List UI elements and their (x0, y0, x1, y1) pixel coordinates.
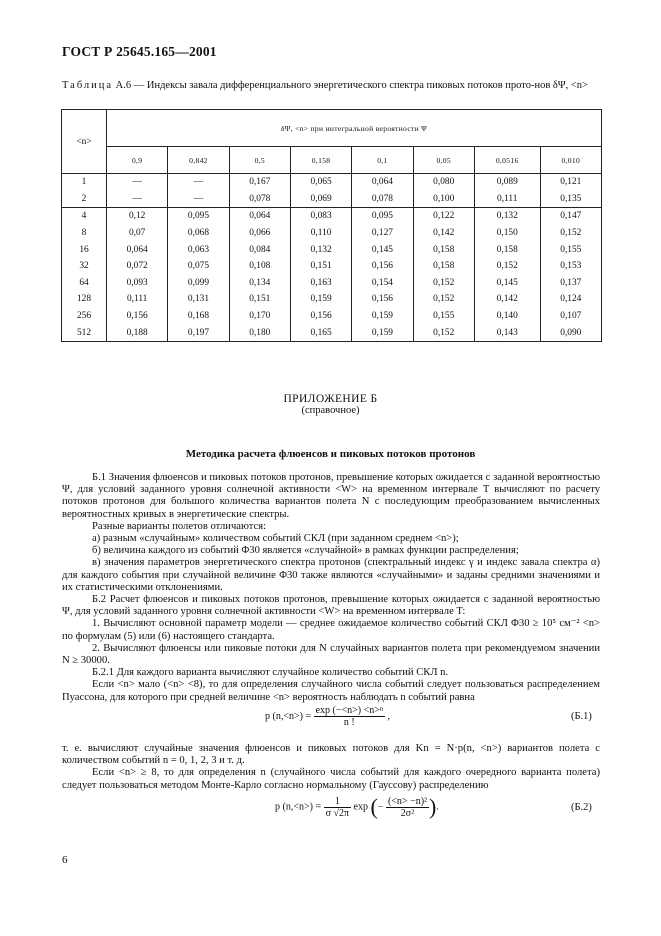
table-cell: 0,155 (413, 308, 474, 325)
table-cell: 0,152 (413, 291, 474, 308)
table-row (62, 208, 602, 225)
table-caption (62, 79, 602, 92)
table-cell: 0,084 (229, 241, 290, 258)
table-group-header: δΨ, <n> при интегральной вероятности Ψ (107, 110, 602, 147)
table-cell: 0,159 (352, 308, 413, 325)
table-column-header: 0,158 (290, 147, 351, 174)
paragraph-b21: Б.2.1 Для каждого варианта вычисляют случайное количество событий СКЛ n. (92, 667, 449, 679)
table-cell: 0,158 (413, 258, 474, 275)
table-cell: 0,142 (413, 225, 474, 242)
table-row-header: <n> (62, 110, 107, 174)
formula-b2-fraction (324, 796, 351, 819)
table-cell: 0,072 (107, 258, 168, 275)
table-row (62, 225, 602, 242)
formula-b2-inner-denominator: 2σ² (400, 807, 415, 819)
table-cell-n: 128 (62, 291, 107, 308)
table-cell: 0,095 (352, 208, 413, 225)
appendix-title: ПРИЛОЖЕНИЕ Б (283, 393, 378, 405)
table-cell: 0,167 (229, 174, 290, 191)
table-cell: 0,12 (107, 208, 168, 225)
table-column-header: 0,010 (540, 147, 601, 174)
table-cell: — (107, 191, 168, 208)
table-cell: 0,111 (474, 191, 540, 208)
formula-b1-denominator: n ! (343, 717, 355, 728)
table-cell: 0,140 (474, 308, 540, 325)
appendix-subtitle: (справочное) (301, 405, 360, 416)
paragraph-b2: Б.2 Расчет флюенсов и пиковых потоков протонов, превышение которых ожидается с заданной вероятностью Ψ, для условий заданного уровня солнечной активности <W> на временном интервале T: (62, 594, 600, 618)
table-row (62, 258, 602, 275)
table-cell: 0,064 (107, 241, 168, 258)
table-cell: 0,180 (229, 324, 290, 341)
table-row (62, 275, 602, 292)
table-cell: 0,163 (290, 275, 351, 292)
table-cell: 0,137 (540, 275, 601, 292)
standard-code-header: ГОСТ Р 25645.165—2001 (62, 44, 217, 59)
paragraph-b21b: Если <n> мало (<n> <8), то для определения случайного числа событий следует пользоваться распределением Пуассона, для которого при средней величине <n> вероятность наблюдать n событий равна (62, 679, 600, 703)
table-cell: 0,159 (290, 291, 351, 308)
formula-b2-denominator: σ √2π (325, 807, 350, 819)
table-cell: 0,095 (168, 208, 229, 225)
table-cell: 0,131 (168, 291, 229, 308)
table-cell: 0,156 (107, 308, 168, 325)
table-cell: 0,110 (290, 225, 351, 242)
formula-b2-inner-numerator: (<n> −n)² (387, 795, 428, 807)
table-cell: 0,151 (229, 291, 290, 308)
table-row (62, 174, 602, 191)
table-cell: 0,122 (413, 208, 474, 225)
table-cell: 0,075 (168, 258, 229, 275)
table-cell: 0,099 (168, 275, 229, 292)
table-cell: 0,064 (352, 174, 413, 191)
formula-b1-lhs: p (n,<n>) = (265, 710, 312, 722)
table-cell: 0,168 (168, 308, 229, 325)
formula-b1-label: (Б.1) (571, 711, 592, 722)
table-row (62, 308, 602, 325)
table-cell: 0,078 (352, 191, 413, 208)
table-cell: 0,066 (229, 225, 290, 242)
delta-index-table (61, 109, 602, 342)
formula-b2-numerator: 1 (324, 796, 351, 808)
table-cell: 0,065 (290, 174, 351, 191)
table-cell: 0,064 (229, 208, 290, 225)
paragraph-c: в) значения параметров энергетического спектра протонов (спектральный индекс γ и индекс завала спектра α) для каждого события при случайной величине Φ30 также являются «случайными» и заданы средними значениями и их статистическими отклонениями. (62, 557, 600, 593)
table-cell: 0,197 (168, 324, 229, 341)
table-cell-n: 64 (62, 275, 107, 292)
table-cell-n: 1 (62, 174, 107, 191)
table-cell-n: 256 (62, 308, 107, 325)
table-column-header: 0,05 (413, 147, 474, 174)
table-cell: 0,158 (474, 241, 540, 258)
paragraph-a: а) разным «случайным» количеством событий СКЛ (при заданном среднем <n>); (92, 533, 459, 545)
page-number: 6 (62, 854, 68, 866)
table-cell: 0,135 (540, 191, 601, 208)
table-cell: 0,121 (540, 174, 601, 191)
table-row (62, 241, 602, 258)
table-cell: 0,156 (352, 291, 413, 308)
table-cell: 0,159 (352, 324, 413, 341)
table-cell: 0,158 (413, 241, 474, 258)
paragraph-b21c: Если <n> ≥ 8, то для определения n (случайного числа событий для каждого очередного варианта полета) следует пользоваться методом Монте-Карло согласно нормальному (Гауссову) распределению (62, 767, 600, 791)
text-block-1 (62, 472, 600, 704)
table-cell: 0,143 (474, 324, 540, 341)
formula-b2: p (n,<n>) = $\frac{1}{\sigma √2\pi}$ exp (− $\frac{\text{(<n> −n)²}}{\text{2σ²}}$ ). (275, 794, 439, 819)
table-cell: 0,134 (229, 275, 290, 292)
table-cell: 0,090 (540, 324, 601, 341)
table-cell: 0,152 (474, 258, 540, 275)
table-cell-n: 2 (62, 191, 107, 208)
table-column-header: 0,0516 (474, 147, 540, 174)
table-cell-n: 512 (62, 324, 107, 341)
table-cell: 0,147 (540, 208, 601, 225)
paragraph-b: б) величина каждого из событий Φ30 является «случайной» в рамках функции распределения; (92, 545, 519, 557)
table-cell: 0,145 (352, 241, 413, 258)
formula-b2-inner-fraction (386, 796, 429, 819)
table-cell: 0,170 (229, 308, 290, 325)
table-cell: 0,132 (290, 241, 351, 258)
table-cell: 0,153 (540, 258, 601, 275)
formula-b2-label: (Б.2) (571, 802, 592, 813)
table-cell: 0,155 (540, 241, 601, 258)
table-cell: 0,152 (540, 225, 601, 242)
table-cell: 0,127 (352, 225, 413, 242)
table-cell: — (107, 174, 168, 191)
table-cell: 0,132 (474, 208, 540, 225)
table-cell: 0,107 (540, 308, 601, 325)
paragraph-step2: 2. Вычисляют флюенсы или пиковые потоки для N случайных вариантов полета при рекомендуемом значении N ≥ 30000. (62, 642, 600, 667)
table-cell: 0,152 (413, 275, 474, 292)
formula-b1-numerator: exp (−<n>) <n>ⁿ (315, 705, 384, 716)
table-column-header: 0,842 (168, 147, 229, 174)
table-caption-prefix: Таблица (62, 80, 114, 91)
table-cell: 0,080 (413, 174, 474, 191)
table-cell: 0,111 (107, 291, 168, 308)
table-cell: — (168, 191, 229, 208)
table-cell: 0,078 (229, 191, 290, 208)
table-row (62, 191, 602, 208)
table-cell: 0,154 (352, 275, 413, 292)
text-block-2 (62, 743, 600, 792)
formula-b1-fraction (314, 705, 385, 728)
table-cell: 0,124 (540, 291, 601, 308)
table-cell-n: 16 (62, 241, 107, 258)
table-cell: 0,150 (474, 225, 540, 242)
table-column-header: 0,5 (229, 147, 290, 174)
table-cell: 0,093 (107, 275, 168, 292)
table-column-header: 0,9 (107, 147, 168, 174)
table-cell-n: 32 (62, 258, 107, 275)
table-cell: 0,083 (290, 208, 351, 225)
paragraph-after-b1: т. е. вычисляют случайные значения флюенсов и пиковых потоков для Kn = N·p(n, <n>) вариантов полета с количеством событий n = 0, 1, 2, 3 и т. д. (62, 743, 600, 767)
table-cell: 0,108 (229, 258, 290, 275)
table-cell: 0,068 (168, 225, 229, 242)
table-cell-n: 4 (62, 208, 107, 225)
table-cell: 0,100 (413, 191, 474, 208)
paragraph-step1: 1. Вычисляют основной параметр модели — среднее ожидаемое количество событий СКЛ Φ30 ≥ 10⁵ см⁻² <n> по формулам (5) или (6) настоящего стандарта. (62, 618, 600, 642)
table-caption-text: А.6 — Индексы завала дифференциального энергетического спектра пиковых потоков прото-нов δΨ, <n> (115, 80, 588, 91)
table-cell-n: 8 (62, 225, 107, 242)
table-cell: 0,089 (474, 174, 540, 191)
table-cell: 0,151 (290, 258, 351, 275)
table-cell: 0,07 (107, 225, 168, 242)
formula-b2-lhs: p (n,<n>) = (275, 801, 322, 813)
table-cell: 0,188 (107, 324, 168, 341)
table-cell: 0,156 (352, 258, 413, 275)
table-cell: 0,069 (290, 191, 351, 208)
table-column-header: 0,1 (352, 147, 413, 174)
formula-b2-exp: exp (353, 801, 368, 813)
formula-b1: p (n,<n>) = $\frac{\text{exp (−<n>) <n>ⁿ}}{n !}$ , (265, 705, 391, 728)
table-row (62, 324, 602, 341)
table-cell: 0,063 (168, 241, 229, 258)
table-cell: 0,145 (474, 275, 540, 292)
table-cell: 0,142 (474, 291, 540, 308)
paragraph-b1: Б.1 Значения флюенсов и пиковых потоков протонов, превышение которых ожидается с заданной вероятностью Ψ, для условий заданного уровня солнечной активности <W> на временном интервале T вычисляют по расчету потоков протонов для большого количества вариантов полета N с последующим преобразованием вычисленных вероятностных кривых в энергетические спектры. (62, 472, 600, 520)
table-row (62, 291, 602, 308)
table-cell: — (168, 174, 229, 191)
method-title: Методика расчета флюенсов и пиковых потоков протонов (185, 448, 476, 460)
table-cell: 0,152 (413, 324, 474, 341)
paragraph-variants: Разные варианты полетов отличаются: (92, 520, 267, 532)
table-cell: 0,165 (290, 324, 351, 341)
table-cell: 0,156 (290, 308, 351, 325)
